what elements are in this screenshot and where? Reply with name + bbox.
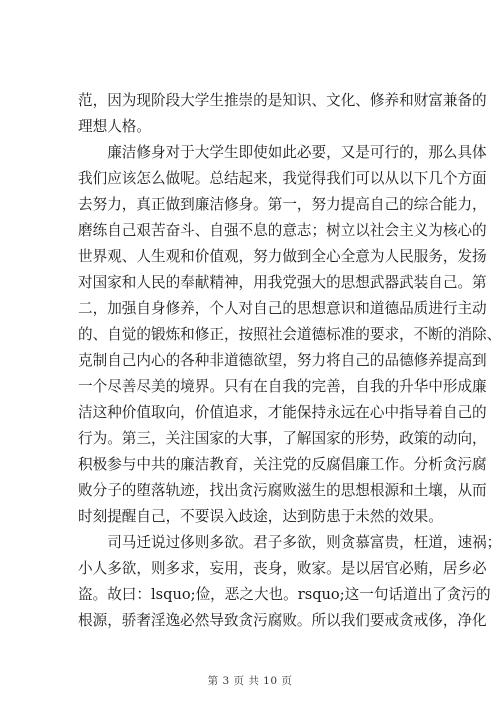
- text-line: 世界观、人生观和价值观，努力做到全心全意为人民服务，发扬: [78, 248, 487, 265]
- text-line: 一个尽善尽美的境界。只有在自我的完善，自我的升华中形成廉: [78, 378, 487, 395]
- text-line: 范，因为现阶段大学生推崇的是知识、文化、修养和财富兼备的: [78, 92, 487, 109]
- text-line: 司马迁说过侈则多欲。君子多欲，则贪慕富贵，枉道，速祸；: [78, 534, 501, 551]
- text-line: 去努力，真正做到廉洁修身。第一，努力提高自己的综合能力，: [78, 196, 487, 213]
- text-line: 的、自觉的锻炼和修正，按照社会道德标准的要求，不断的消除、: [78, 326, 501, 343]
- text-line: 洁这种价值取向，价值追求，才能保持永远在心中指导着自己的: [78, 404, 487, 421]
- text-line: 盗。故曰：lsquo;俭，恶之大也。rsquo;这一句话道出了贪污的: [78, 586, 491, 603]
- text-line: 根源，骄奢淫逸必然导致贪污腐败。所以我们要戒贪戒侈，净化: [78, 612, 487, 629]
- text-line: 败分子的堕落轨迹，找出贪污腐败滋生的思想根源和土壤，从而: [78, 482, 487, 499]
- text-line: 廉洁修身对于大学生即使如此必要，又是可行的，那么具体: [78, 144, 487, 161]
- text-line: 积极参与中共的廉洁教育，关注党的反腐倡廉工作。分析贪污腐: [78, 456, 487, 473]
- page-number-footer: 第 3 页 共 10 页: [207, 675, 293, 687]
- text-line: 理想人格。: [78, 118, 151, 135]
- text-line: 二，加强自身修养，个人对自己的思想意识和道德品质进行主动: [78, 300, 487, 317]
- document-body: [78, 88, 501, 634]
- text-line: 我们应该怎么做呢。总结起来，我觉得我们可以从以下几个方面: [78, 170, 487, 187]
- text-line: 对国家和人民的奉献精神，用我党强大的思想武器武装自己。第: [78, 274, 487, 291]
- text-line: 时刻提醒自己，不要误入歧途，达到防患于未然的效果。: [78, 508, 443, 525]
- text-line: 克制自己内心的各种非道德欲望，努力将自己的品德修养提高到: [78, 352, 487, 369]
- text-line: 磨练自己艰苦奋斗、自强不息的意志；树立以社会主义为核心的: [78, 222, 487, 239]
- text-line: 小人多欲，则多求，妄用，丧身，败家。是以居官必贿，居乡必: [78, 560, 487, 577]
- text-line: 行为。第三，关注国家的大事，了解国家的形势，政策的动向，: [78, 430, 487, 447]
